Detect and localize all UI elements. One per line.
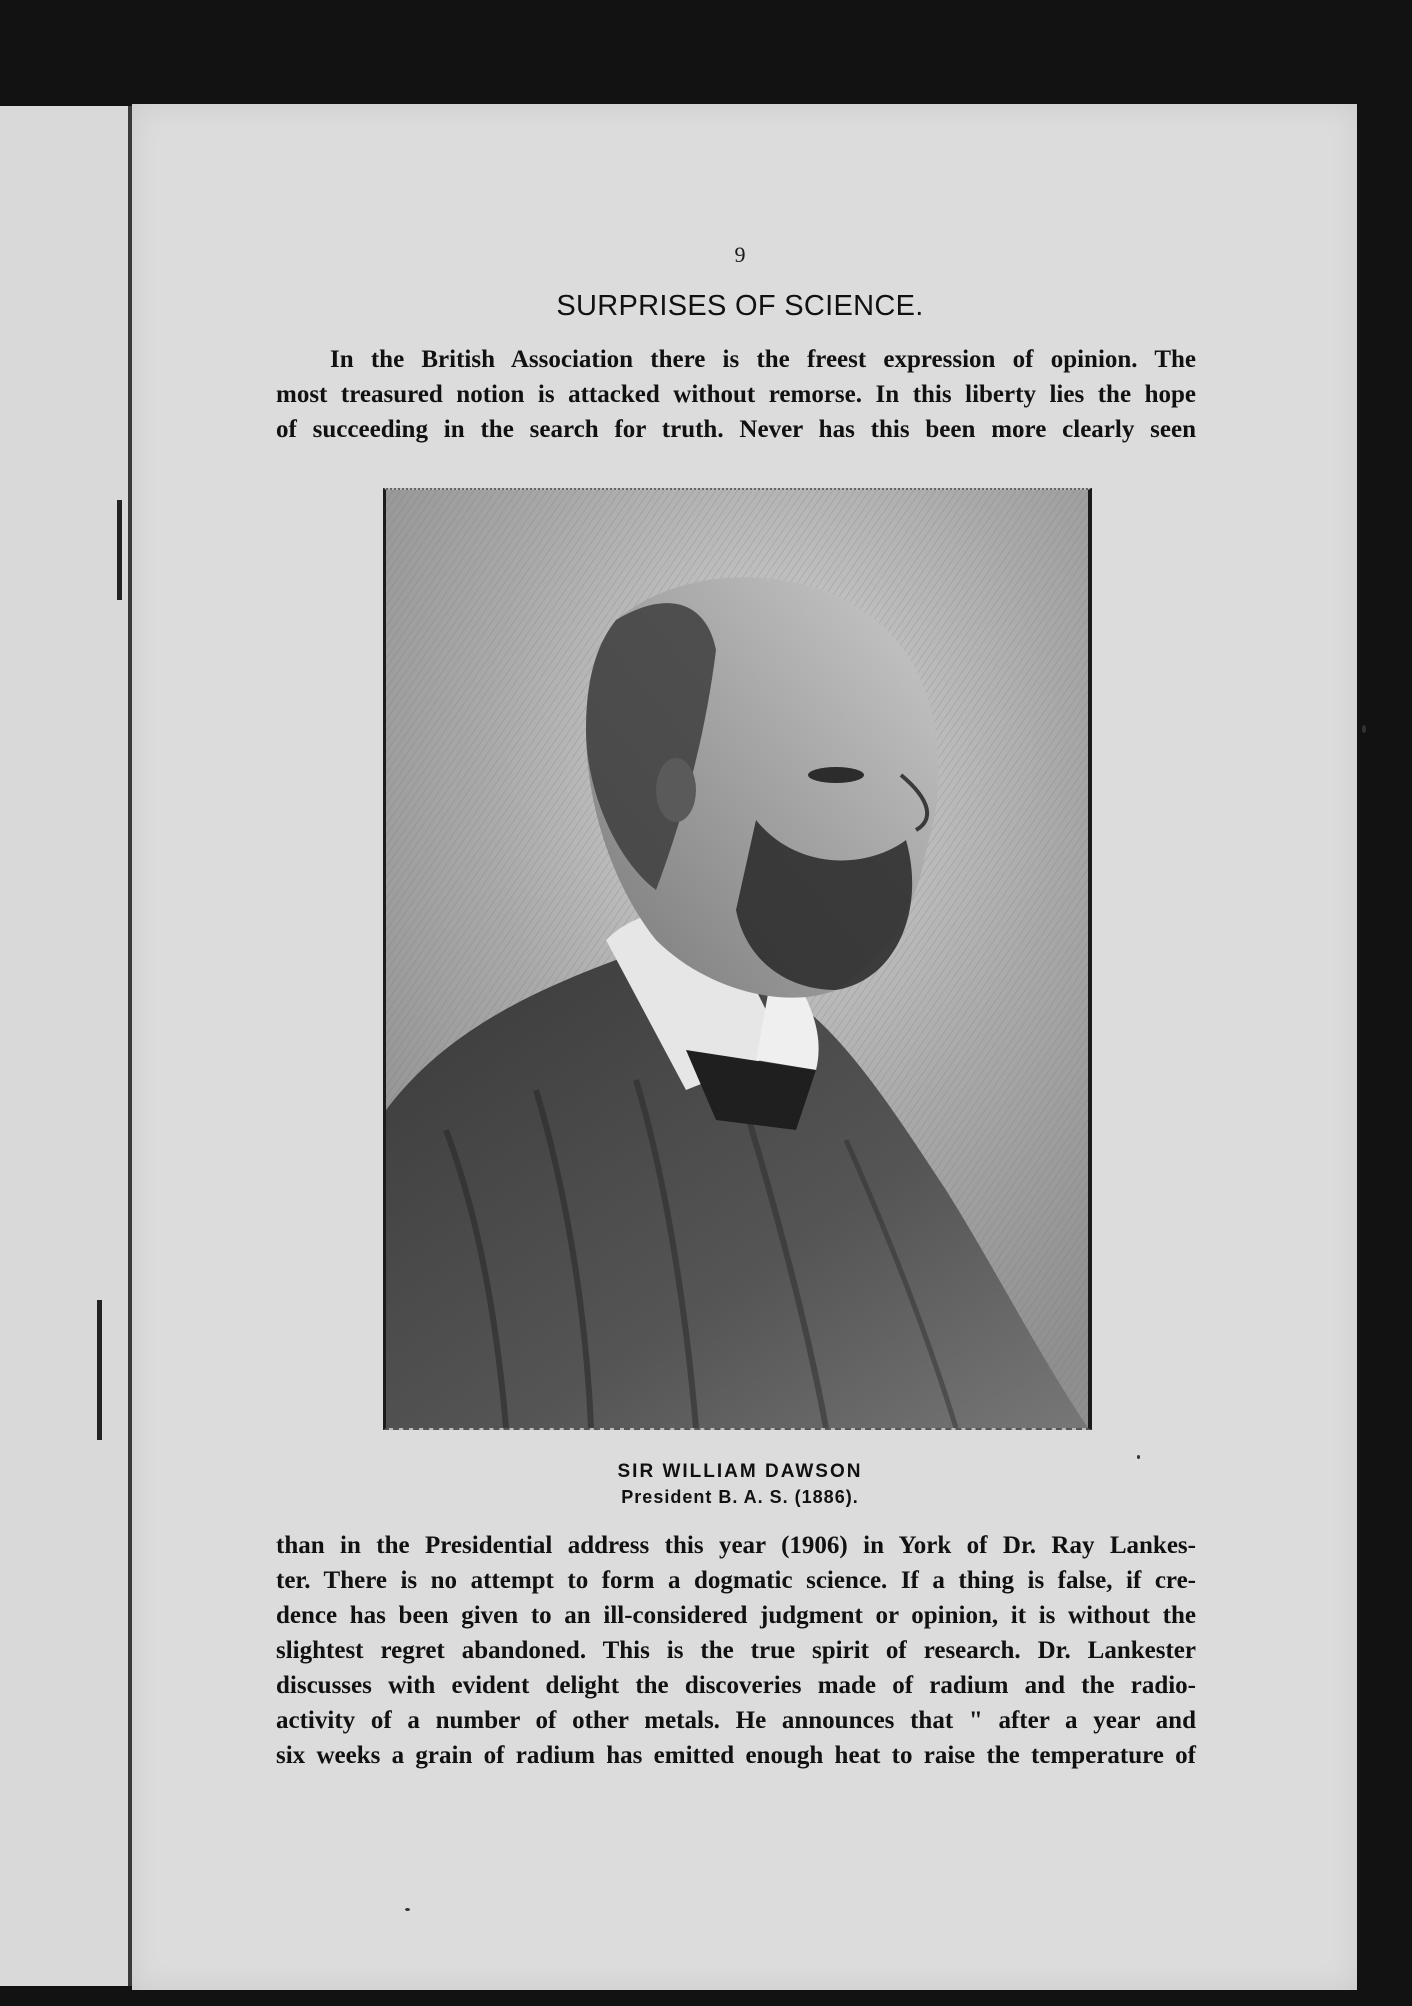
portrait-image [383, 488, 1092, 1430]
text-line: activity of a number of other metals. He announces that " after a year and [276, 1707, 1196, 1734]
portrait-caption-role: President B. A. S. (1886). [621, 1487, 859, 1507]
margin-mark [117, 500, 122, 600]
text-line: ter. There is no attempt to form a dogmatic science. If a thing is false, if cre- [276, 1567, 1196, 1594]
text-line: slightest regret abandoned. This is the true spirit of research. Dr. Lankester [276, 1637, 1196, 1664]
text-line: dence has been given to an ill-considered judgment or opinion, it is without the [276, 1602, 1196, 1629]
paragraph-top [276, 342, 1196, 447]
chapter-title: SURPRISES OF SCIENCE. [556, 290, 924, 322]
portrait-engraving [386, 490, 1088, 1428]
facing-page-edge [0, 106, 132, 1986]
text-line: In the British Association there is the freest expression of opinion. The [330, 346, 1196, 373]
paragraph-bottom [276, 1528, 1196, 1773]
scan-speck [1362, 725, 1366, 733]
text-line: than in the Presidential address this year (1906) in York of Dr. Ray Lankes- [276, 1532, 1196, 1559]
text-line: discusses with evident delight the discoveries made of radium and the radio- [276, 1672, 1196, 1699]
text-line: of succeeding in the search for truth. Never has this been more clearly seen [276, 416, 1196, 443]
portrait-caption-name: SIR WILLIAM DAWSON [617, 1461, 863, 1482]
scan-speck [1137, 1455, 1140, 1459]
text-line: six weeks a grain of radium has emitted enough heat to raise the temperature of [276, 1742, 1196, 1769]
margin-mark [97, 1300, 102, 1440]
scan-speck [405, 1908, 410, 1911]
text-line: most treasured notion is attacked without remorse. In this liberty lies the hope [276, 381, 1196, 408]
page-number: 9 [734, 242, 746, 267]
